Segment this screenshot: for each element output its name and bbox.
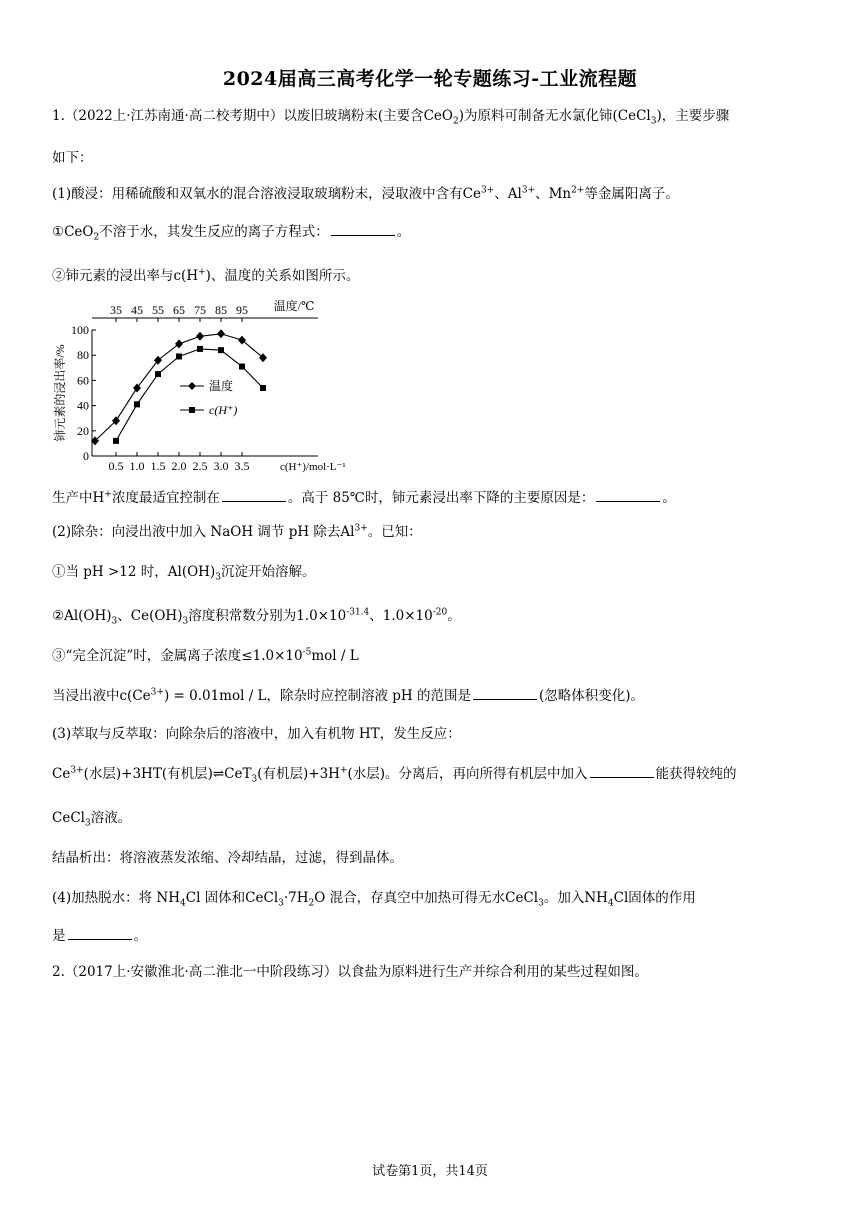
q1-condition1: ①当 pH >12 时，$Al(OH)_3$沉淀开始溶解。 [52, 564, 316, 583]
q1-stem-line1: 1.（2022上·江苏南通·高二校考期中）以废旧玻璃粉末(主要含CeO$_2$)为原料可制备无水氯化铈(CeCl$_3$)，主要步骤 [52, 108, 730, 127]
y-tick-label: 40 [77, 398, 89, 413]
answer-blank[interactable] [590, 765, 654, 778]
bottom-tick-label: 3.5 [234, 459, 250, 473]
bottom-tick-label: 3.0 [213, 459, 229, 473]
data-point-concentration [176, 353, 182, 359]
q1-condition2: $②Al(OH)_3$、$Ce(OH)_3$溶度积常数分别为$1.0\times 10^{-31.4}$、$1.0\times 10^{-20}$。 [52, 607, 461, 627]
q2-stem: 2.（2017上·安徽淮北·高二淮北一中阶段练习）以食盐为原料进行生产并综合利用的某些过程如图。 [52, 964, 648, 980]
q1-part3-text: (3)萃取与反萃取：向除杂后的溶液中，加入有机物 HT，发生反应： [52, 726, 461, 742]
legend-label-temperature: 温度 [209, 379, 234, 393]
q1-condition4: 当浸出液中$c(Ce^{3+}) = 0.01mol / L$，除杂时应控制溶液 pH 的范围是 (忽略体积变化)。 [52, 687, 645, 704]
top-axis-label: 温度/℃ [273, 299, 315, 313]
top-tick-label: 85 [215, 303, 227, 317]
answer-blank[interactable] [473, 687, 537, 700]
bottom-tick-label: 1.0 [129, 459, 145, 473]
q1-reaction-line: $Ce^{3+}$(水层)+3HT(有机层)⇌CeT$_3$(有机层)+3H+(水层)。分离后，再向所得有机层中加入 能获得较纯的 [52, 765, 737, 785]
y-tick-label: 60 [77, 373, 89, 388]
q1-stem-line2: 如下： [52, 150, 93, 166]
legend-square-marker [189, 407, 195, 413]
q1-condition3: ③“完全沉淀”时，金属离子浓度$\le 1.0\times 10^{-5}mol / L$ [52, 647, 359, 664]
answer-blank[interactable] [596, 489, 660, 502]
legend-label-concentration: c(H⁺) [209, 403, 238, 417]
q1-reaction-line2: CeCl$_3$溶液。 [52, 810, 132, 829]
data-point-temperature [196, 332, 204, 341]
page-title: 2024届高三高考化学一轮专题练习-工业流程题 [222, 68, 638, 90]
data-point-concentration [134, 401, 140, 407]
answer-blank[interactable] [331, 223, 395, 236]
data-point-concentration [218, 347, 224, 353]
leaching-rate-chart [48, 298, 348, 474]
top-tick-label: 35 [110, 303, 122, 317]
bottom-tick-label: 1.5 [150, 459, 166, 473]
data-point-temperature [259, 353, 267, 362]
top-tick-label: 95 [236, 303, 248, 317]
q1-part4-end: 是 。 [52, 928, 147, 944]
answer-blank[interactable] [68, 927, 132, 940]
q1-part1-text: (1)酸浸：用稀硫酸和双氧水的混合溶液浸取玻璃粉末，浸取液中含有$Ce^{3+}$、$Al^{3+}$、$Mn^{2+}$等金属阳离子。 [52, 185, 679, 202]
q1-part4-text: (4)加热脱水：将 $NH_4Cl$ 固体和$CeCl_3\cdot 7H_2O$ 混合，存真空中加热可得无水CeCl$_3$。加入$NH_4Cl$固体的作用 [52, 890, 696, 909]
bottom-tick-label: 2.5 [192, 459, 208, 473]
series-line-concentration [116, 349, 263, 441]
data-point-concentration [239, 364, 245, 370]
bottom-axis-label: c(H⁺)/mol·L⁻¹ [280, 461, 346, 473]
data-point-concentration [155, 371, 161, 377]
data-point-temperature [175, 339, 183, 348]
y-axis-label: 铈元素的浸出率/% [53, 344, 67, 442]
q1-crystallization: 结晶析出：将溶液蒸发浓缩、冷却结晶，过滤，得到晶体。 [52, 850, 403, 866]
chart-legend [180, 378, 237, 417]
top-tick-label: 75 [194, 303, 206, 317]
top-tick-label: 45 [131, 303, 143, 317]
y-tick-label: 20 [77, 423, 89, 438]
q1-after-chart: 生产中H+浓度最适宜控制在 。高于 85℃时，铈元素浸出率下降的主要原因是： 。 [52, 489, 676, 506]
y-tick-label: 100 [71, 323, 89, 337]
q1-sub2: ②铈元素的浸出率与c(H+)、温度的关系如图所示。 [52, 267, 360, 284]
bottom-tick-label: 0.5 [108, 459, 124, 473]
data-point-concentration [260, 385, 266, 391]
data-point-concentration [113, 438, 119, 444]
bottom-tick-label: 2.0 [171, 459, 187, 473]
legend-diamond-marker [188, 382, 196, 390]
data-point-temperature [238, 336, 246, 345]
y-tick-label: 80 [77, 348, 89, 363]
q1-part2-text: (2)除杂：向浸出液中加入 NaOH 调节 pH 除去$Al^{3+}$。已知： [52, 523, 422, 540]
data-point-temperature [217, 329, 225, 338]
answer-blank[interactable] [222, 489, 286, 502]
y-tick-label: 0 [83, 449, 89, 463]
top-tick-label: 65 [173, 303, 185, 317]
top-tick-label: 55 [152, 303, 164, 317]
series-line-temperature [95, 334, 263, 441]
data-point-concentration [197, 346, 203, 352]
q1-sub1: ①CeO$_2$不溶于水，其发生反应的离子方程式： 。 [52, 224, 411, 243]
page-footer: 试卷第1页，共14页 [372, 1164, 488, 1179]
